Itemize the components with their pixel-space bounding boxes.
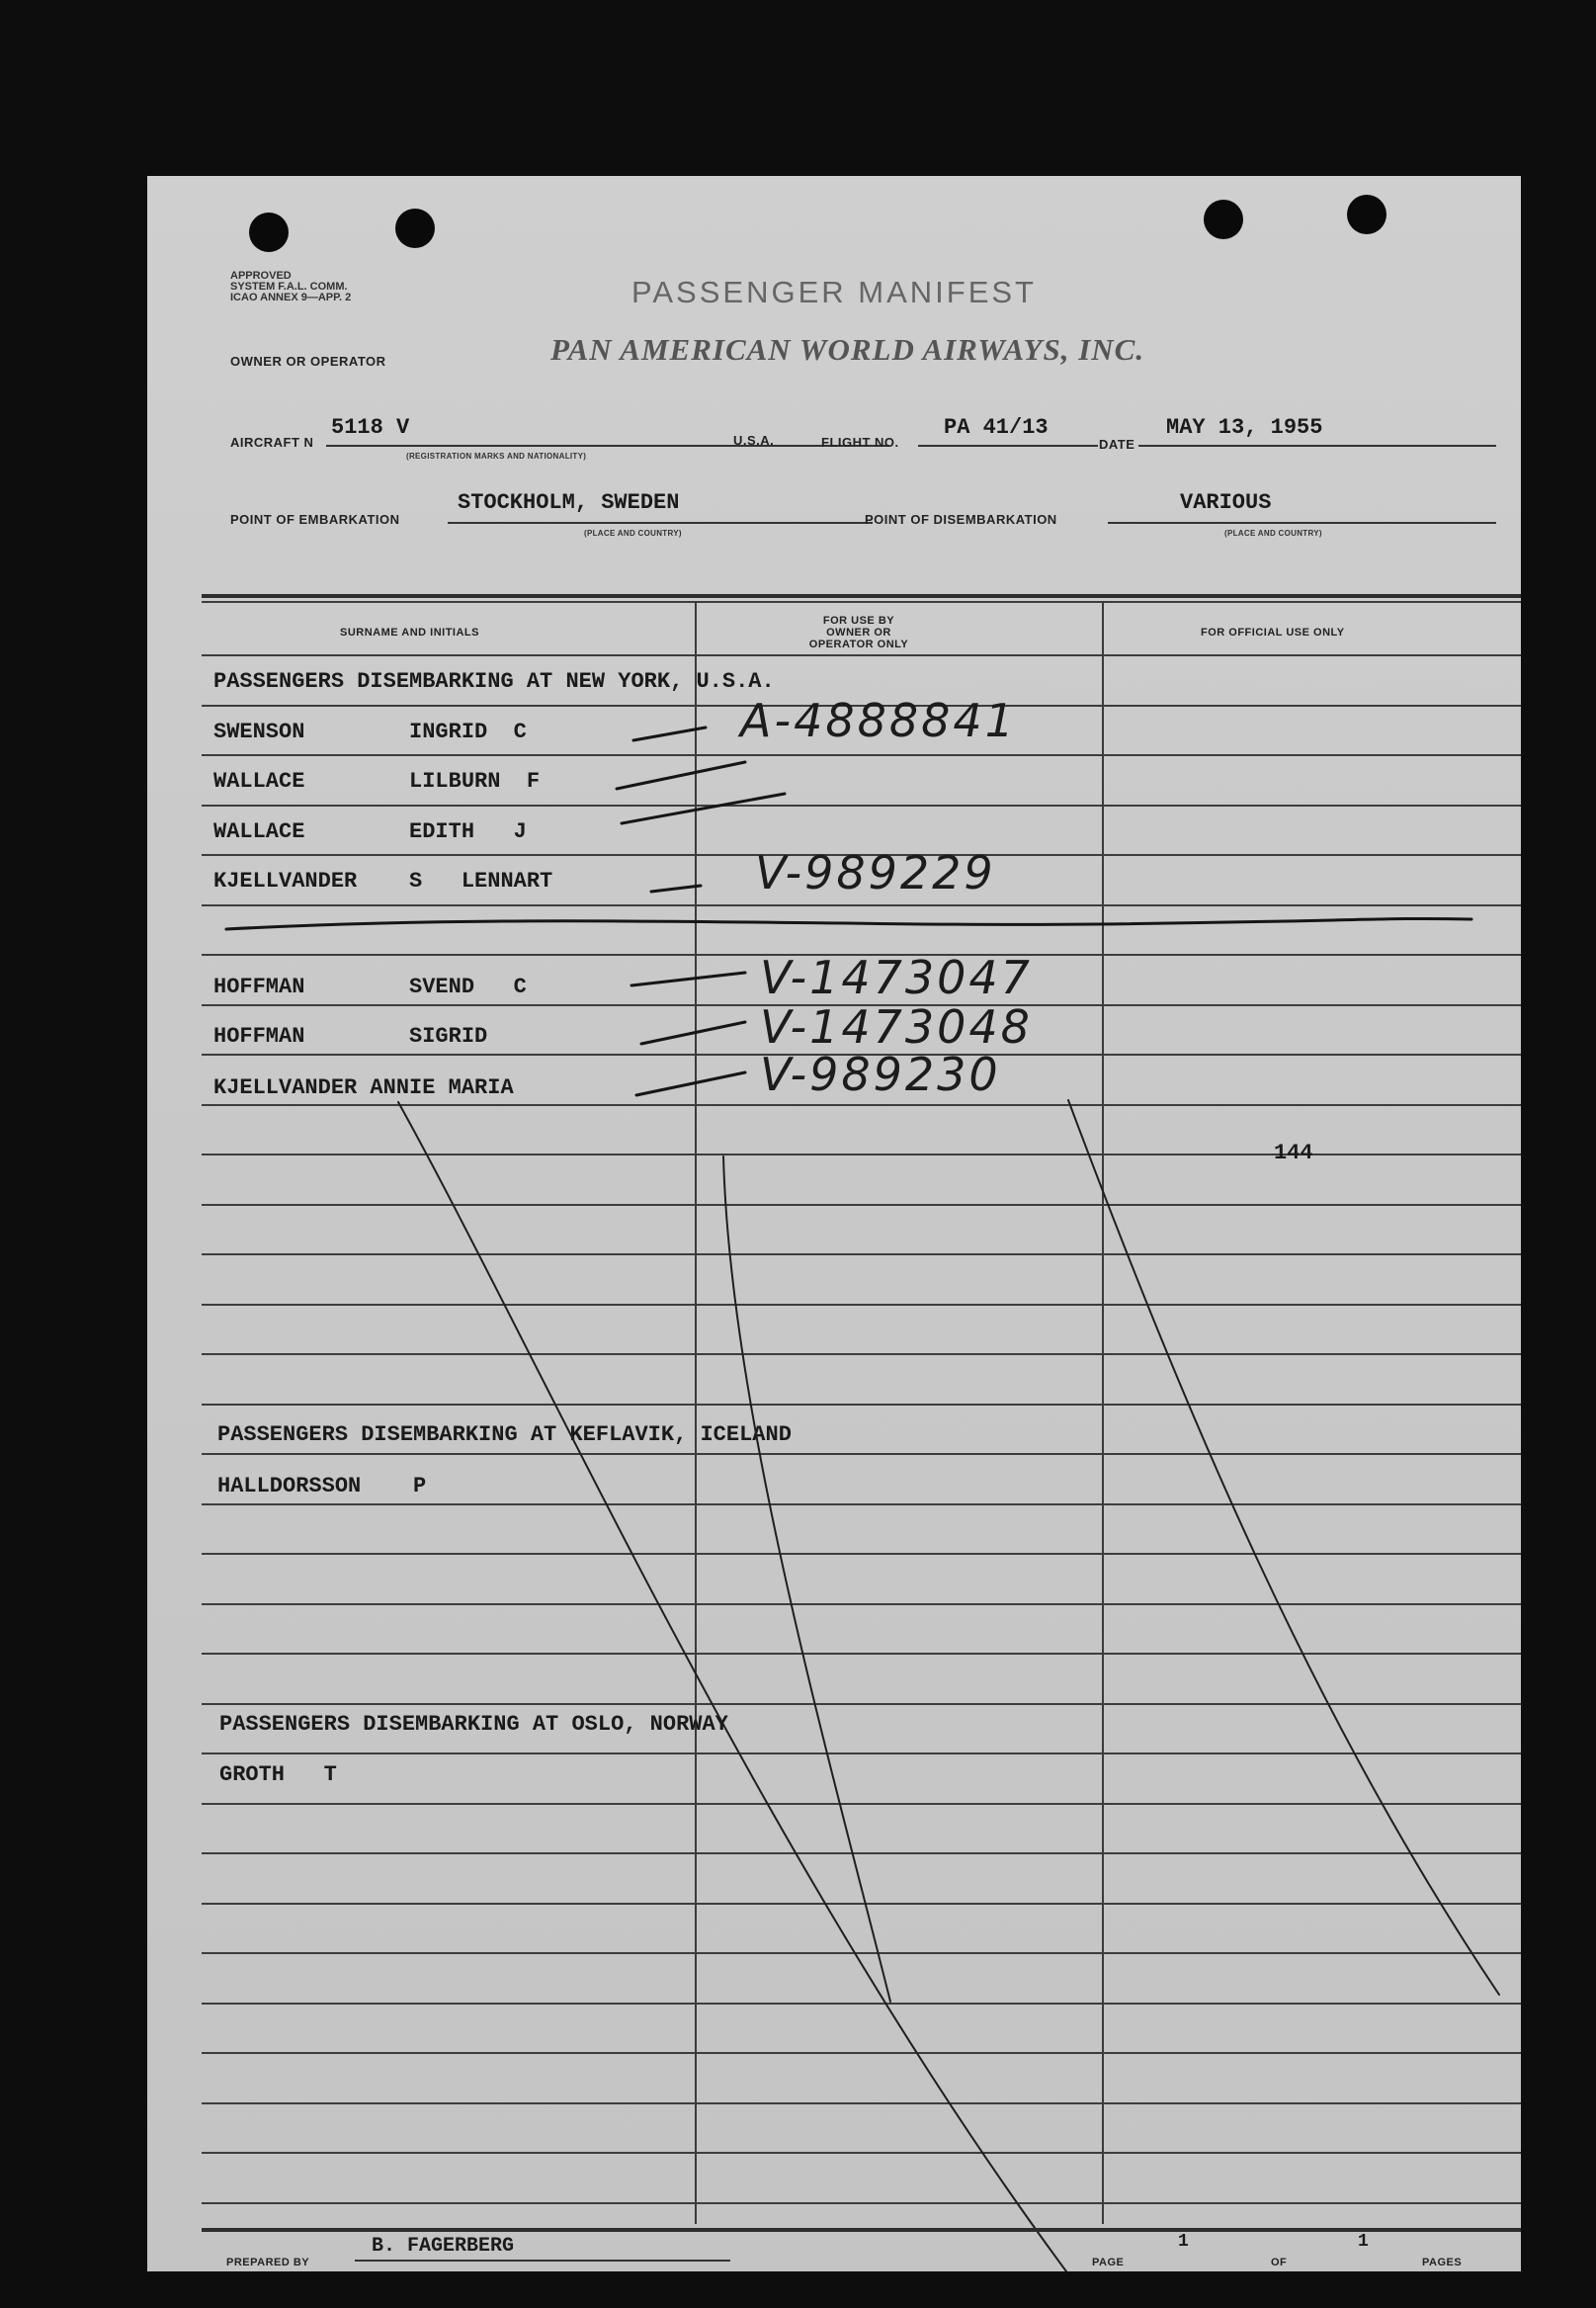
passenger-entry: HOFFMAN SVEND C [213, 975, 527, 999]
col-surname-header: SURNAME AND INITIALS [340, 627, 479, 639]
aircraft-label: AIRCRAFT N [230, 435, 314, 450]
disembarkation-caption: (PLACE AND COUNTRY) [1224, 529, 1322, 538]
form-title: PASSENGER MANIFEST [631, 275, 1037, 309]
pen-tick [641, 1022, 745, 1044]
of-label: OF [1271, 2257, 1288, 2268]
section-heading: PASSENGERS DISEMBARKING AT KEFLAVIK, ICELAND [217, 1422, 792, 1447]
passenger-entry: SWENSON INGRID C [213, 720, 527, 744]
visa-number: V-989229 [755, 846, 996, 899]
passenger-entry: HALLDORSSON P [217, 1474, 427, 1498]
disembarkation-value: VARIOUS [1180, 490, 1272, 515]
pen-separator [226, 918, 1471, 929]
col-operator-header: FOR USE BY OWNER OR OPERATOR ONLY [808, 615, 909, 650]
official-note: 144 [1274, 1141, 1313, 1165]
owner-label: OWNER OR OPERATOR [230, 354, 386, 369]
visa-number: V-1473048 [760, 1000, 1033, 1054]
prepared-underline [355, 2260, 730, 2262]
flight-label: FLIGHT NO. [821, 435, 899, 450]
passenger-entry: KJELLVANDER S LENNART [213, 869, 553, 894]
page-label: PAGE [1092, 2257, 1125, 2268]
date-label: DATE [1099, 437, 1135, 452]
manifest-sheet [147, 176, 1521, 2271]
aircraft-value: 5118 V [331, 415, 410, 440]
pen-tick [631, 973, 745, 985]
passenger-entry: KJELLVANDER ANNIE MARIA [213, 1075, 514, 1100]
table-bottom-rule [202, 2228, 1521, 2232]
total-pages: 1 [1358, 2232, 1369, 2252]
visa-number: V-989230 [760, 1048, 1001, 1101]
section-heading: PASSENGERS DISEMBARKING AT OSLO, NORWAY [219, 1712, 728, 1737]
col-official-header: FOR OFFICIAL USE ONLY [1201, 627, 1345, 639]
preparer-name: B. FAGERBERG [372, 2235, 515, 2258]
flight-value: PA 41/13 [944, 415, 1049, 440]
prepared-by-label: PREPARED BY [226, 2257, 310, 2268]
passenger-entry: WALLACE LILBURN F [213, 769, 541, 794]
visa-number: V-1473047 [760, 951, 1033, 1004]
passenger-entry: WALLACE EDITH J [213, 819, 527, 844]
embarkation-label: POINT OF EMBARKATION [230, 512, 400, 527]
embarkation-caption: (PLACE AND COUNTRY) [584, 529, 682, 538]
aircraft-caption: (REGISTRATION MARKS AND NATIONALITY) [406, 452, 587, 461]
usa-label: U.S.A. [733, 433, 775, 448]
pen-tick [633, 727, 706, 740]
pen-stroke [723, 1156, 890, 2002]
disembarkation-label: POINT OF DISEMBARKATION [865, 512, 1057, 527]
pen-tick [617, 762, 745, 789]
date-value: MAY 13, 1955 [1166, 415, 1323, 440]
visa-number: A-4888841 [740, 694, 1017, 747]
embarkation-value: STOCKHOLM, SWEDEN [458, 490, 680, 515]
pen-stroke [1068, 1100, 1499, 1995]
passenger-entry: GROTH T [219, 1762, 337, 1787]
pen-tick [622, 794, 785, 823]
operator-name: PAN AMERICAN WORLD AIRWAYS, INC. [550, 332, 1145, 367]
pen-tick [651, 886, 701, 892]
approval-line: SYSTEM F.A.L. COMM. [230, 281, 348, 293]
approval-line: ICAO ANNEX 9—APP. 2 [230, 292, 352, 303]
pen-marks [147, 176, 1521, 2271]
page-number: 1 [1178, 2232, 1189, 2252]
pen-tick [636, 1072, 745, 1095]
approval-line: APPROVED [230, 270, 292, 282]
section-heading: PASSENGERS DISEMBARKING AT NEW YORK, U.S.A. [213, 669, 775, 694]
pages-label: PAGES [1422, 2257, 1463, 2268]
passenger-entry: HOFFMAN SIGRID [213, 1024, 488, 1049]
